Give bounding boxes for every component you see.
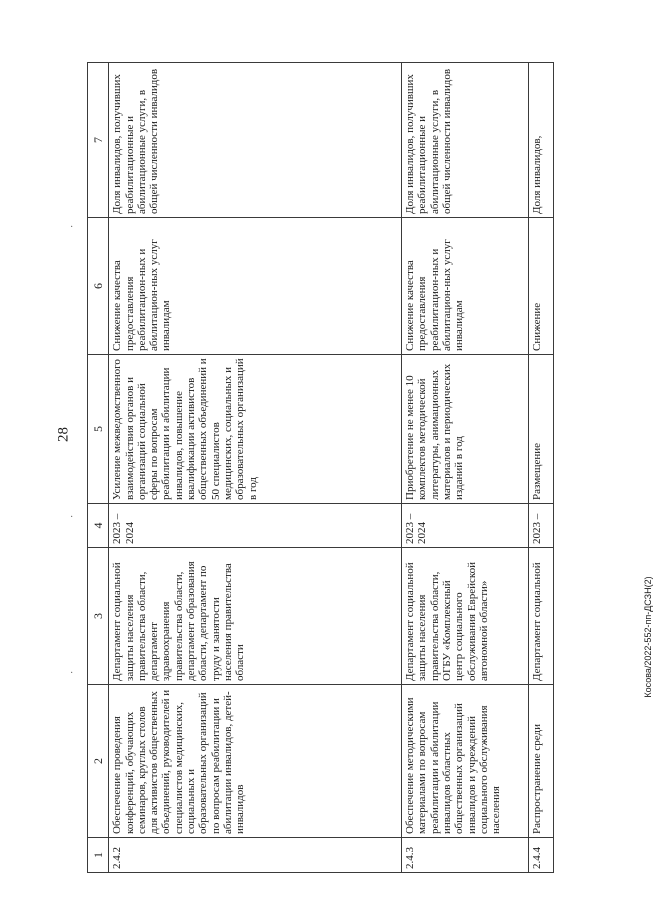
activity-cell: Распространение среди (528, 685, 553, 838)
header-cell: 1 (88, 838, 109, 873)
consequence-cell: Снижение качества предоставления реабилитацион-ных и абилитацион-ных услуг инвалидам (402, 218, 529, 355)
row-number: 2.4.3 (402, 838, 529, 873)
period-cell: 2023 – (528, 504, 553, 548)
indicator-cell: Доля инвалидов, получивших реабилитационные и абилитационные услуги, в общей численности инвалидов (402, 63, 529, 218)
table-row (402, 63, 529, 873)
activity-cell: Обеспечение методическими материалами по вопросам реабилитации и абилитации инвалидов областных общественных организаций инвалидов и учреждений социального обслуживания населения (402, 685, 529, 838)
consequence-cell: Снижение (528, 218, 553, 355)
executor-cell: Департамент социальной защиты населения правительства области, департамент здравоохранения правительства области, департамент образования области, департамент по труду и занятости населения правительства области (109, 548, 402, 685)
header-cell: 4 (88, 504, 109, 548)
indicator-cell: Доля инвалидов, получивших реабилитационные и абилитационные услуги, в общей численности инвалидов (109, 63, 402, 218)
executor-cell: Департамент социальной (528, 548, 553, 685)
scan-dot: · (70, 668, 74, 679)
header-cell: 3 (88, 548, 109, 685)
period-cell: 2023 – 2024 (402, 504, 529, 548)
row-number: 2.4.4 (528, 838, 553, 873)
scan-dot: · (70, 512, 74, 523)
rotated-table-area (87, 63, 554, 873)
period-cell: 2023 – 2024 (109, 504, 402, 548)
document-code: Косова/2022-552-пп-ДСЗН(2) (643, 576, 653, 698)
result-cell: Приобретение не менее 10 комплектов методической литературы, анимационных материалов и периодических изданий в год (402, 355, 529, 504)
consequence-cell: Снижение качества предоставления реабилитацион-ных и абилитацион-ных услуг инвалидам (109, 218, 402, 355)
table-row (109, 63, 402, 873)
executor-cell: Департамент социальной защиты населения правительства области, ОГБУ «Комплексный центр социального обслуживания Еврейской автономной области» (402, 548, 529, 685)
header-cell: 2 (88, 685, 109, 838)
page-number: 28 (55, 427, 72, 442)
header-cell: 5 (88, 355, 109, 504)
table-header-row (88, 63, 109, 873)
measures-table (87, 62, 554, 873)
result-cell: Размещение (528, 355, 553, 504)
result-cell: Усиление межведомственного взаимодействия органов и организаций социальной сферы по вопросам реабилитации и абилитации инвалидов, повышение квалификации активистов общественных объединений и 50 специалистов медицинских, социальных и образовательных организаций в год (109, 355, 402, 504)
scan-dot: · (70, 222, 74, 233)
indicator-cell: Доля инвалидов, (528, 63, 553, 218)
header-cell: 7 (88, 63, 109, 218)
table-row (528, 63, 553, 873)
row-number: 2.4.2 (109, 838, 402, 873)
activity-cell: Обеспечение проведения конференций, обучающих семинаров, круглых столов для активистов общественных объединений, руководителей и специалистов медицинских, социальных и образовательных организаций по вопросам реабилитации и абилитации инвалидов, детей-инвалидов (109, 685, 402, 838)
header-cell: 6 (88, 218, 109, 355)
